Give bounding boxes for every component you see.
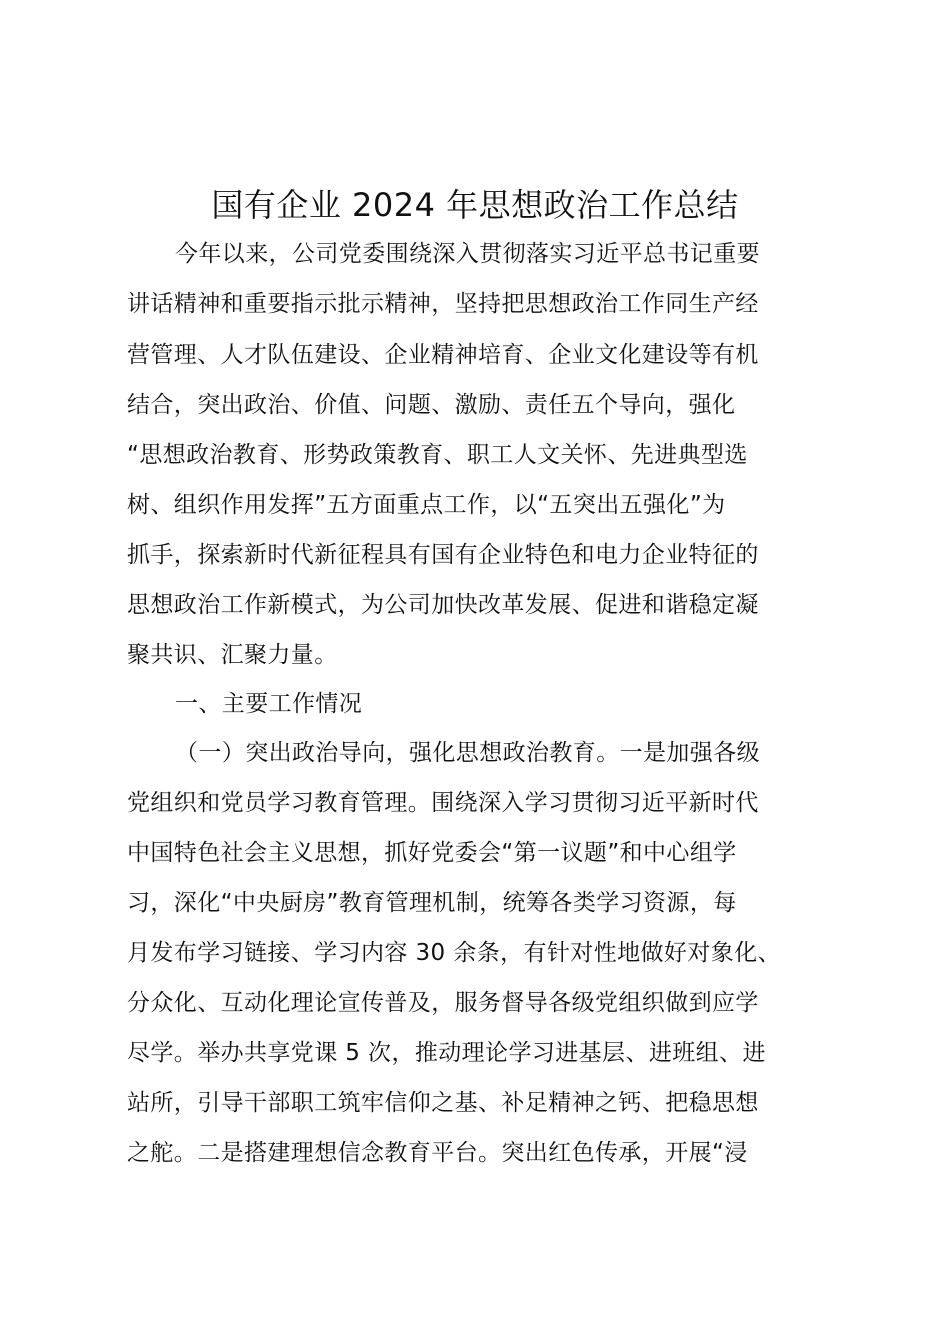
paragraph-line: （一）突出政治导向，强化思想政治教育。一是加强各级 bbox=[175, 740, 760, 766]
document-title: 国有企业 2024 年思想政治工作总结 bbox=[211, 186, 739, 224]
paragraph-line: 习，深化“中央厨房”教育管理机制，统筹各类学习资源，每 bbox=[127, 890, 737, 916]
paragraph-line: 之舵。二是搭建理想信念教育平台。突出红色传承，开展“浸 bbox=[127, 1140, 748, 1166]
paragraph-line: 中国特色社会主义思想，抓好党委会“第一议题”和中心组学 bbox=[127, 840, 737, 866]
paragraph-line: 今年以来，公司党委围绕深入贯彻落实习近平总书记重要 bbox=[175, 241, 760, 267]
paragraph-line: 思想政治工作新模式，为公司加快改革发展、促进和谐稳定凝 bbox=[127, 592, 759, 618]
paragraph-line: 讲话精神和重要指示批示精神，坚持把思想政治工作同生产经 bbox=[127, 291, 759, 317]
paragraph-line: 营管理、人才队伍建设、企业精神培育、企业文化建设等有机 bbox=[127, 342, 759, 368]
paragraph-line: “思想政治教育、形势政策教育、职工人文关怀、先进典型选 bbox=[127, 442, 748, 468]
section-heading: 一、主要工作情况 bbox=[175, 691, 363, 717]
paragraph-line: 月发布学习链接、学习内容 30 余条，有针对性地做好对象化、 bbox=[127, 940, 781, 966]
paragraph-line: 聚共识、汇聚力量。 bbox=[127, 642, 338, 668]
paragraph-line: 站所，引导干部职工筑牢信仰之基、补足精神之钙、把稳思想 bbox=[127, 1090, 759, 1116]
paragraph-line: 尽学。举办共享党课 5 次，推动理论学习进基层、进班组、进 bbox=[127, 1040, 766, 1066]
paragraph-line: 分众化、互动化理论宣传普及，服务督导各级党组织做到应学 bbox=[127, 990, 759, 1016]
paragraph-line: 抓手，探索新时代新征程具有国有企业特色和电力企业特征的 bbox=[127, 542, 759, 568]
paragraph-line: 树、组织作用发挥”五方面重点工作，以“五突出五强化”为 bbox=[127, 492, 726, 518]
paragraph-line: 结合，突出政治、价值、问题、激励、责任五个导向，强化 bbox=[127, 392, 736, 418]
paragraph-line: 党组织和党员学习教育管理。围绕深入学习贯彻习近平新时代 bbox=[127, 790, 759, 816]
